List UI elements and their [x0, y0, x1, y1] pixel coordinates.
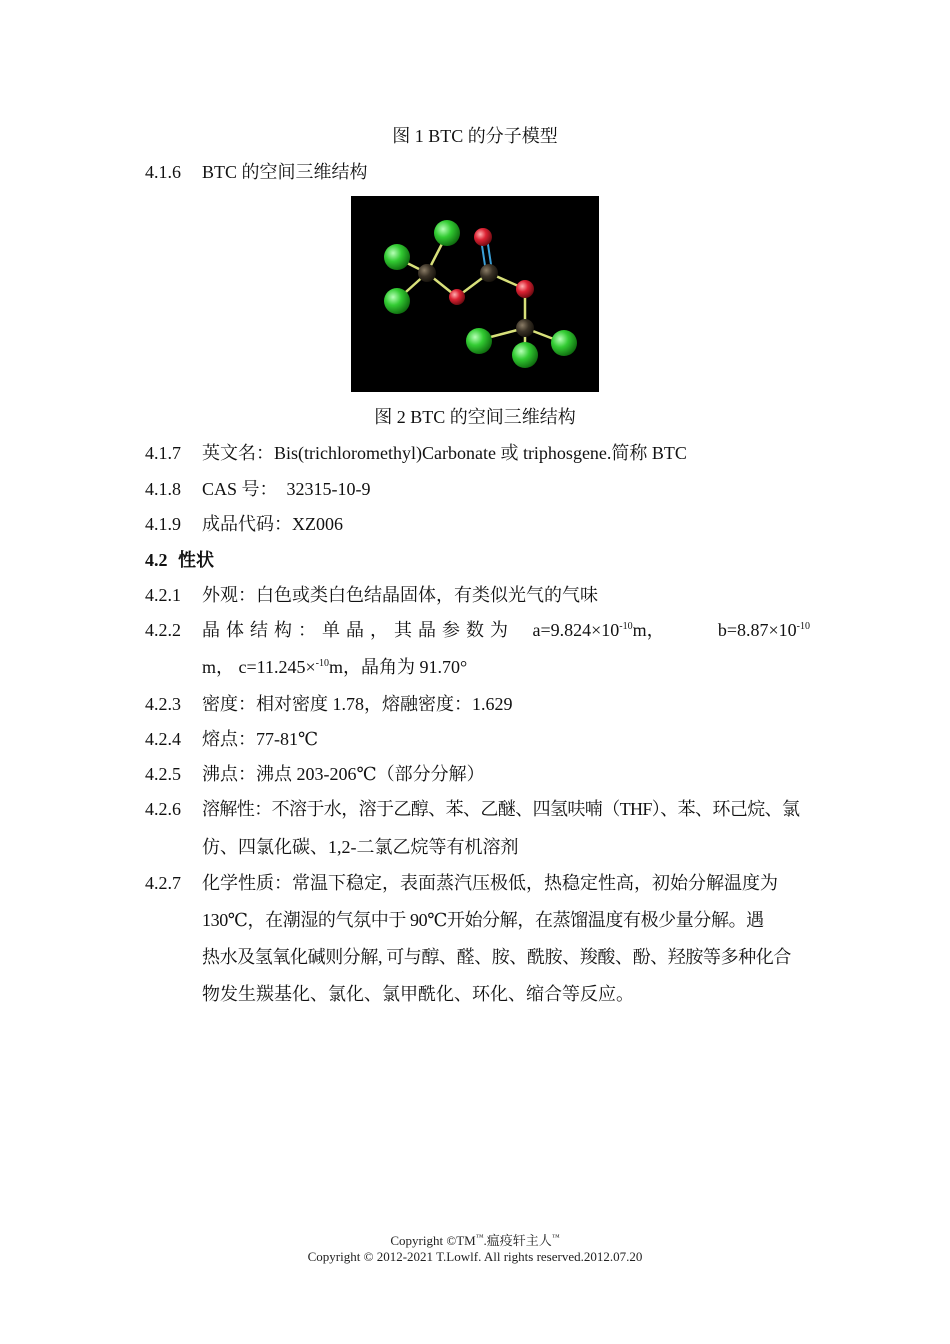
- oxygen-atom: [516, 280, 534, 298]
- section-number: 4.2.6: [145, 799, 181, 819]
- chlorine-atom: [466, 328, 492, 354]
- section-title: 性状: [178, 550, 214, 570]
- section-number: 4.2.7: [145, 873, 181, 893]
- section-text-line2: 130℃，在潮湿的气氛中于 90℃开始分解，在蒸馏温度有极少量分解。遇: [202, 910, 764, 930]
- section-number: 4.2.5: [145, 764, 181, 784]
- chlorine-atom: [434, 220, 460, 246]
- oxygen-atom: [474, 228, 492, 246]
- section-text-line4: 物发生羰基化、氯化、氯甲酰化、环化、缩合等反应。: [202, 984, 634, 1004]
- section-text: CAS 号： 32315-10-9: [202, 479, 371, 499]
- section-text: BTC 的空间三维结构: [202, 162, 368, 182]
- chlorine-atom: [384, 288, 410, 314]
- chlorine-atom: [384, 244, 410, 270]
- param-b: $b=8.87\times 10^{-10}$: [717, 620, 810, 640]
- section-text-line3: 热水及氢氧化碱则分解, 可与醇、醛、胺、酰胺、羧酸、酚、羟胺等多种化合: [202, 947, 791, 967]
- param-a: $a=9.824\times 10^{-10}m$，: [532, 620, 665, 640]
- section-text: 英文名：Bis(trichloromethyl)Carbonate 或 triphosgene.简称 BTC: [202, 443, 687, 463]
- section-number: 4.1.8: [145, 479, 181, 499]
- molecule-3d-model: [351, 196, 599, 392]
- section-text: 外观：白色或类白色结晶固体，有类似光气的气味: [202, 585, 598, 605]
- footer-copyright-line1: Copyright ©TM™.瘟疫轩主人™: [390, 1232, 560, 1248]
- section-number: 4.1.6: [145, 162, 181, 182]
- section-number: 4.2.2: [145, 620, 181, 640]
- section-number: 4.1.9: [145, 514, 181, 534]
- section-text-line1: 化学性质：常温下稳定，表面蒸汽压极低，热稳定性高，初始分解温度为: [202, 873, 778, 893]
- param-c: c=11.245×$^{-10}$m，晶角为 91.70°: [238, 657, 468, 677]
- atoms: [384, 220, 577, 368]
- section-number: 4.2.1: [145, 585, 181, 605]
- section-text: 沸点：沸点 203-206℃（部分分解）: [202, 764, 485, 784]
- section-text: 熔点：77-81℃: [202, 729, 319, 749]
- chlorine-atom: [551, 330, 577, 356]
- chlorine-atom: [512, 342, 538, 368]
- carbon-atom: [418, 264, 436, 282]
- section-text-line2: 仿、四氯化碳、1,2-二氯乙烷等有机溶剂: [202, 837, 519, 857]
- footer-copyright-line2: Copyright © 2012-2021 T.Lowlf. All rights reserved.2012.07.20: [307, 1249, 643, 1264]
- figure1-caption: 图 1 BTC 的分子模型: [392, 126, 558, 146]
- oxygen-atom: [449, 289, 465, 305]
- crystal-structure-label: 晶体结构：单晶，其晶参数为: [202, 620, 514, 640]
- section-text-line1: 溶解性：不溶于水，溶于乙醇、苯、乙醚、四氢呋喃（THF）、苯、环己烷、氯: [202, 799, 800, 819]
- param-b-unit: m，: [202, 657, 235, 677]
- section-number: 4.2: [145, 550, 168, 570]
- section-number: 4.2.3: [145, 694, 181, 714]
- section-4-2-heading: [145, 548, 810, 572]
- btc-molecule-figure: [351, 196, 599, 392]
- carbon-atom: [516, 319, 534, 337]
- section-number: 4.1.7: [145, 443, 181, 463]
- figure2-caption: 图 2 BTC 的空间三维结构: [374, 407, 576, 427]
- section-text: 成品代码：XZ006: [202, 514, 343, 534]
- carbon-atom: [480, 264, 498, 282]
- section-number: 4.2.4: [145, 729, 181, 749]
- section-text: 密度：相对密度 1.78，熔融密度：1.629: [202, 694, 513, 714]
